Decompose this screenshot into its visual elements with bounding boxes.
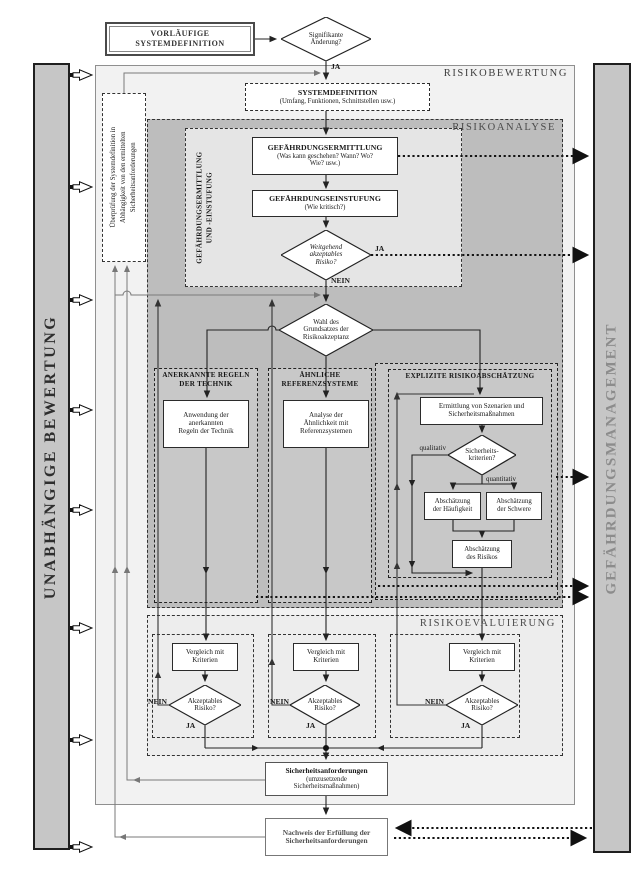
box-abschaetzung-schwere: Abschätzung der Schwere: [486, 492, 542, 520]
box-abschaetzung-risiko: Abschätzung des Risikos: [452, 540, 512, 568]
label-ja-eval-1: JA: [186, 721, 196, 730]
box-abschaetzung-haeufigkeit: Abschätzung der Häufigkeit: [424, 492, 481, 520]
box-ermittlung-szenarien: Ermittlung von Szenarien und Sicherheitsmaßnahmen: [420, 397, 543, 425]
heading-referenzsysteme: ÄHNLICHE REFERENZSYSTEME: [281, 371, 359, 388]
box-vergleich-kriterien-3: Vergleich mit Kriterien: [449, 643, 515, 671]
region-label-risikobewertung: RISIKOBEWERTUNG: [443, 68, 568, 79]
region-label-risikoanalyse: RISIKOANALYSE: [452, 122, 556, 133]
decision-akzeptables-risiko-3: Akzeptables Risiko?: [446, 685, 518, 725]
decision-wahl-grundsatz-risikoakzeptanz: Wahl des Grundsatzes der Risikoakzeptanz: [279, 304, 373, 356]
label-nein-weitgehend: NEIN: [331, 276, 350, 285]
decision-akzeptables-risiko-1: Akzeptables Risiko?: [169, 685, 241, 725]
heading-explizite-risikoabschaetzung: EXPLIZITE RISIKOABSCHÄTZUNG: [405, 372, 535, 380]
box-vergleich-kriterien-1: Vergleich mit Kriterien: [172, 643, 238, 671]
label-nein-eval-3: NEIN: [425, 697, 444, 706]
label-ja-top: JA: [331, 62, 341, 71]
label-nein-eval-1: NEIN: [148, 697, 167, 706]
assessment-arrows: [69, 70, 93, 852]
label-qualitativ: qualitativ: [419, 444, 446, 452]
label-quantitativ: quantitativ: [486, 475, 516, 483]
region-label-gefaehrdungsermittlung: GEFÄHRDUNGSERMITTLUNG UND -EINSTUFUNG: [195, 151, 214, 265]
box-anwendung-regeln-der-technik: Anwendung der anerkannten Regeln der Technik: [163, 400, 249, 448]
label-ja-eval-3: JA: [461, 721, 471, 730]
box-gefaehrdungseinstufung: GEFÄHRDUNGSEINSTUFUNG (Wie kritisch?): [252, 190, 398, 217]
box-sicherheitsanforderungen: Sicherheitsanforderungen (umzusetzende Sicherheitsmaßnahmen): [265, 762, 388, 796]
decision-weitgehend-akzeptables-risiko: Weitgehend akzeptables Risiko?: [281, 230, 371, 280]
sidebar-unabhaengige-bewertung: UNABHÄNGIGE BEWERTUNG: [33, 63, 70, 850]
decision-akzeptables-risiko-2: Akzeptables Risiko?: [290, 685, 360, 725]
decision-signifikante-aenderung: Signifikante Änderung?: [281, 17, 371, 61]
box-vergleich-kriterien-2: Vergleich mit Kriterien: [293, 643, 359, 671]
heading-anerkannte-regeln: ANERKANNTE REGELN DER TECHNIK: [162, 371, 250, 388]
box-gefaehrdungsermittlung: GEFÄHRDUNGSERMITTLUNG (Was kann geschehen? Wann? Wo? Wie? usw.): [252, 137, 398, 175]
box-systemdefinition: SYSTEMDEFINITION (Umfang, Funktionen, Schnittstellen usw.): [245, 83, 430, 111]
box-nachweis-erfuellung: Nachweis der Erfüllung der Sicherheitsanforderungen: [265, 818, 388, 856]
sidebar-gefaehrdungsmanagement: GEFÄHRDUNGSMANAGEMENT: [593, 63, 631, 853]
box-analyse-aehnlichkeit-referenzsysteme: Analyse der Ähnlichkeit mit Referenzsystemen: [283, 400, 369, 448]
box-ueberpruefung-systemdefinition: Überprüfung der Systemdefinition in Abhängigkeit von den ermittelten Sicherheitsanforderungen: [102, 93, 146, 262]
label-nein-eval-2: NEIN: [270, 697, 289, 706]
region-label-risikoevaluierung: RISIKOEVALUIERUNG: [419, 618, 556, 629]
decision-sicherheitskriterien: Sicherheits- kriterien?: [448, 435, 516, 475]
label-ja-eval-2: JA: [306, 721, 316, 730]
label-ja-weitgehend: JA: [375, 244, 385, 253]
box-vorlaeufige-systemdefinition: VORLÄUFIGE SYSTEMDEFINITION: [105, 22, 255, 56]
